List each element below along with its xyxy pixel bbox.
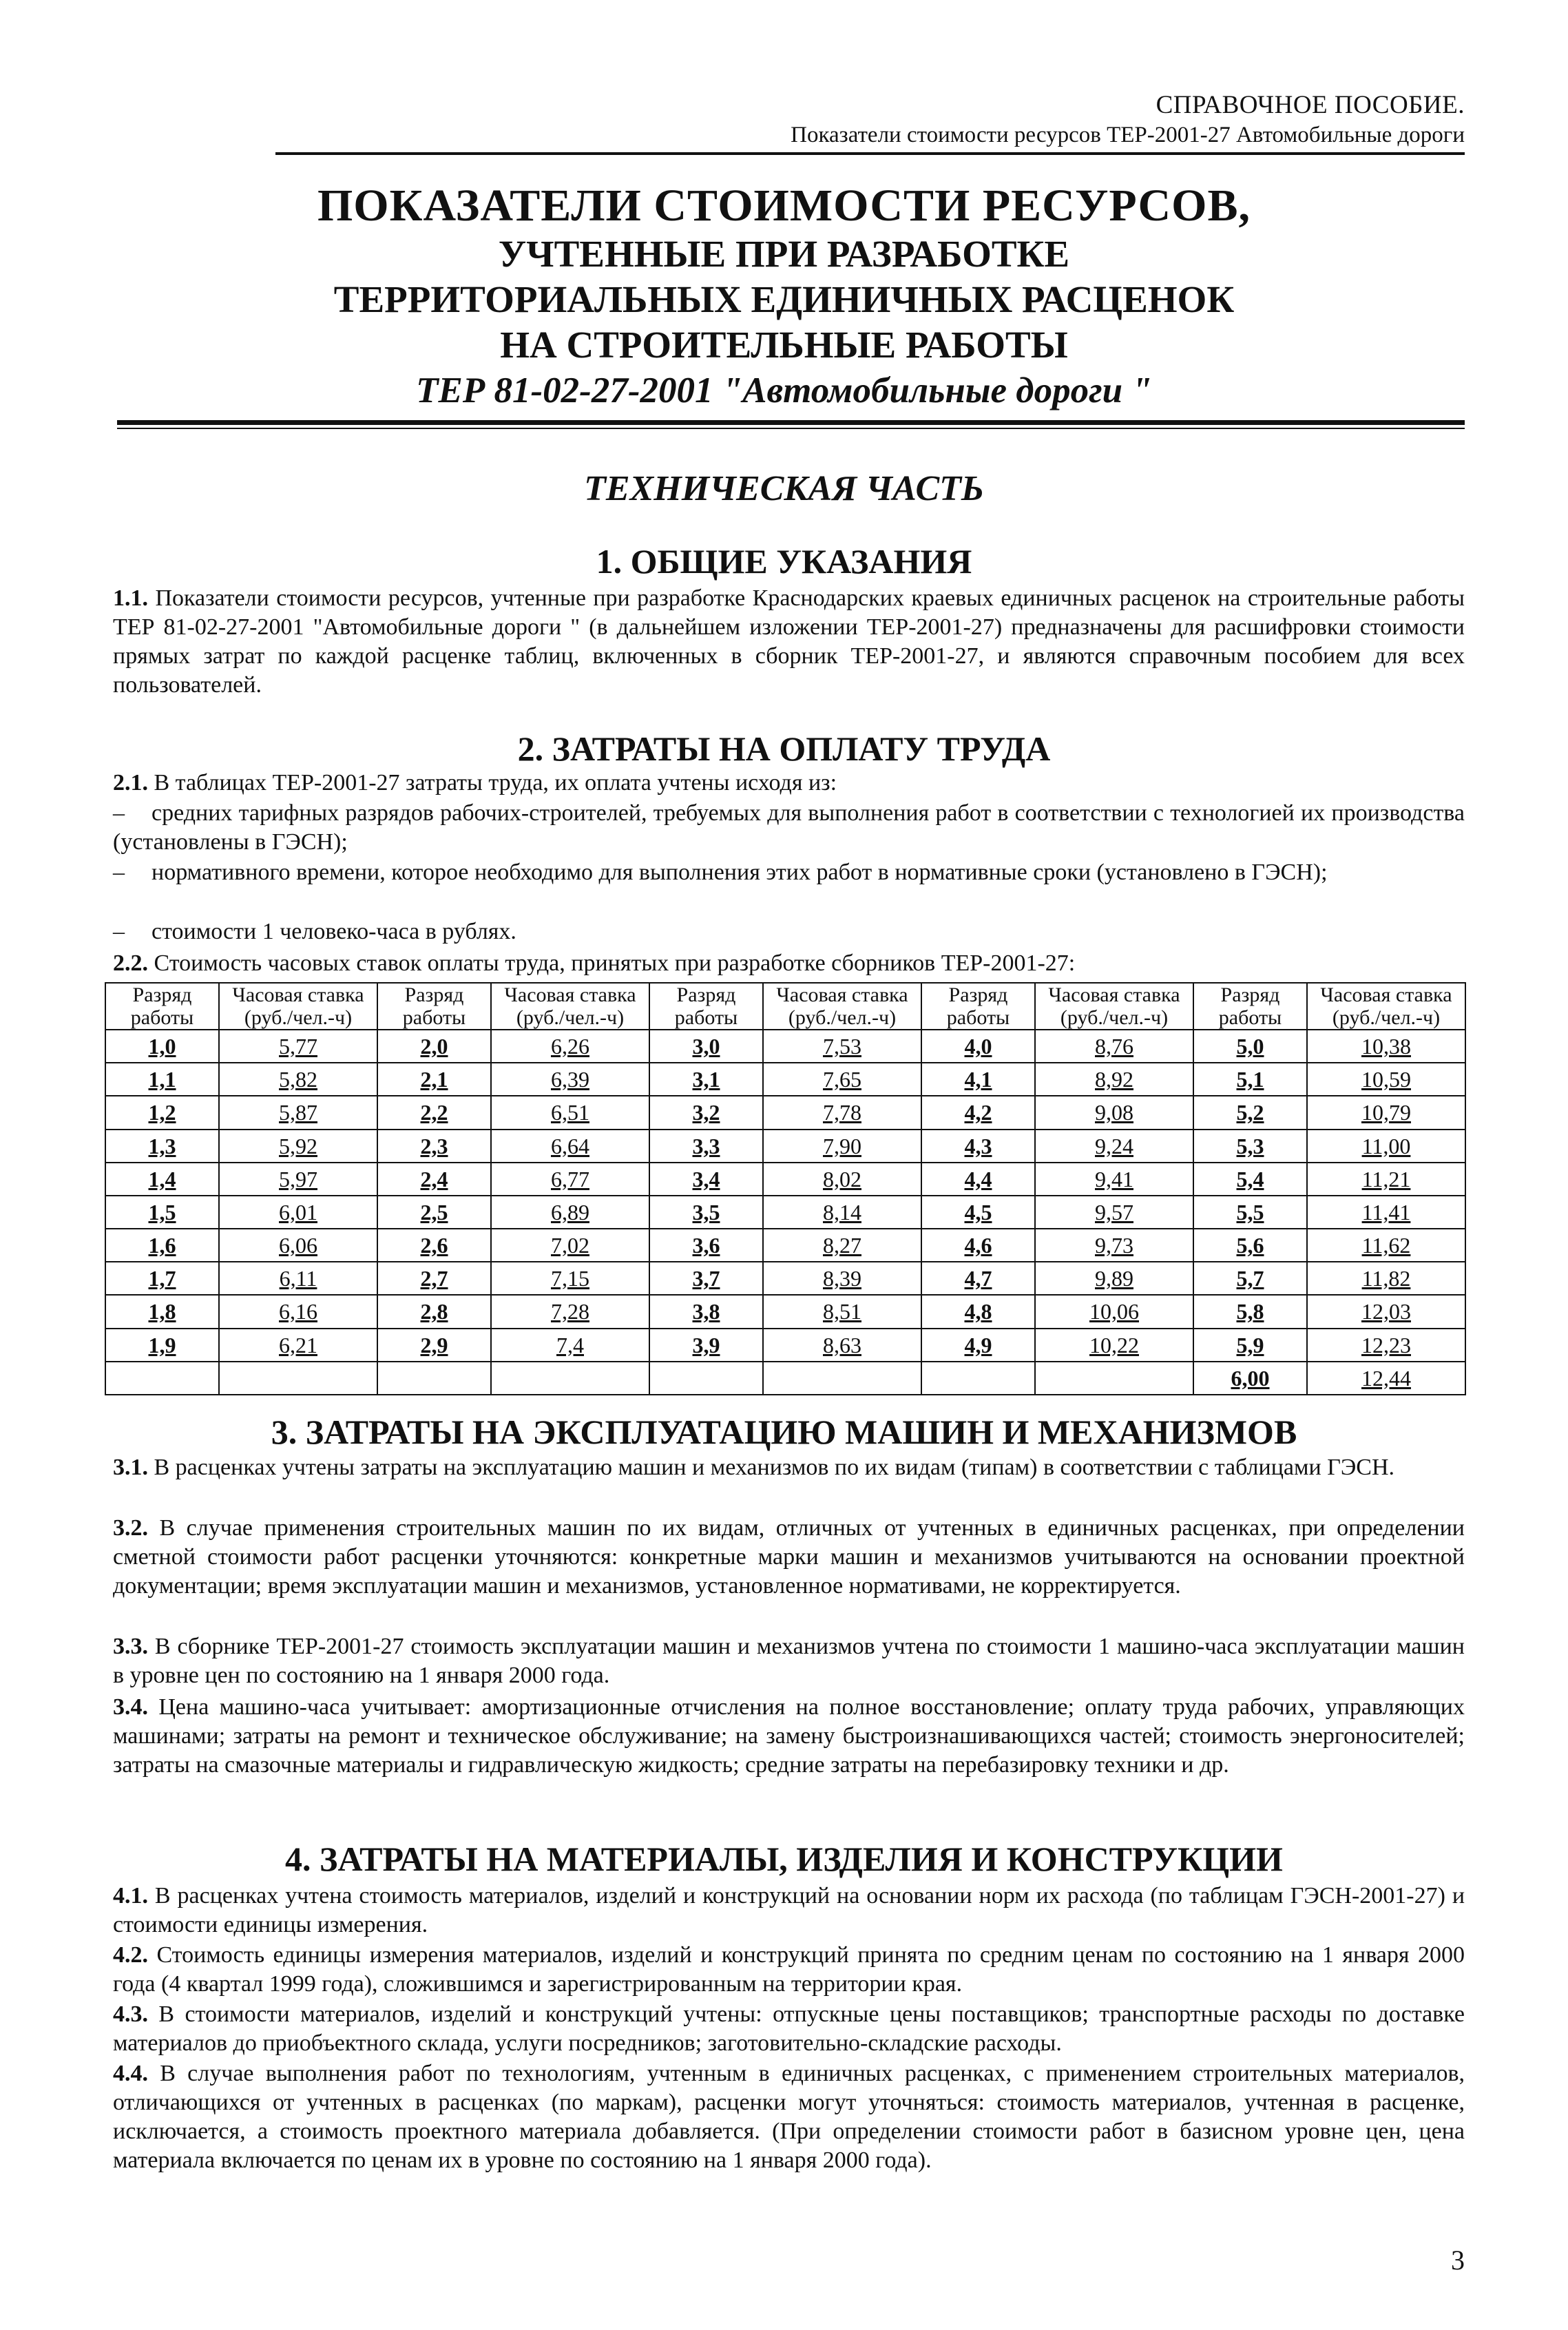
grade-cell: 4,7 [921,1262,1035,1295]
col-header-rate: Часовая ставка (руб./чел.-ч) [1307,983,1465,1030]
grade-cell: 4,5 [921,1196,1035,1229]
grade-cell: 1,9 [105,1329,219,1362]
grade-cell: 5,0 [1193,1030,1307,1063]
grade-cell: 2,0 [377,1030,491,1063]
rate-cell: 10,22 [1035,1329,1193,1362]
rate-cell: 10,38 [1307,1030,1465,1063]
rate-cell: 7,53 [763,1030,921,1063]
grade-cell: 4,0 [921,1030,1035,1063]
grade-cell: 2,2 [377,1096,491,1129]
rate-cell: 7,65 [763,1063,921,1096]
grade-cell: 5,1 [1193,1063,1307,1096]
table-row [105,1295,1465,1328]
grade-cell: 3,8 [649,1295,763,1328]
bullet-2-1-1 [113,799,1465,857]
tech-part-heading: ТЕХНИЧЕСКАЯ ЧАСТЬ [584,469,984,508]
table-row [105,1329,1465,1362]
section-1-heading: 1. ОБЩИЕ УКАЗАНИЯ [596,542,972,581]
rate-cell: 7,90 [763,1130,921,1163]
grade-cell: 1,7 [105,1262,219,1295]
rate-cell: 8,92 [1035,1063,1193,1096]
paragraph-text: В случае применения строительных машин по их видам, отличных от учтенных в единичных расценках, при определении сметной стоимости работ расценки уточняются: конкретные марки машин и механизмов учитываются на основании проектной документации; время эксплуатации машин и механизмов, установленное нормативами, не корректируется. [113,1515,1465,1599]
bullet-text: средних тарифных разрядов рабочих-строителей, требуемых для выполнения работ в соответствии с технологией их производства (установлены в ГЭСН); [113,800,1465,855]
section-3-heading: 3. ЗАТРАТЫ НА ЭКСПЛУАТАЦИЮ МАШИН И МЕХАНИЗМОВ [271,1413,1297,1451]
paragraph-number: 1.1. [113,585,148,611]
grade-cell: 3,4 [649,1163,763,1196]
title-divider-thick [117,420,1465,425]
paragraph-3-3 [113,1632,1465,1690]
col-header-rate: Часовая ставка (руб./чел.-ч) [219,983,377,1030]
paragraph-3-1 [113,1453,1465,1482]
hourly-rates-table [105,982,1466,1395]
rate-cell: 9,73 [1035,1229,1193,1262]
paragraph-text: В таблицах ТЕР-2001-27 затраты труда, их оплата учтены исходя из: [154,770,837,795]
table-row [105,1196,1465,1229]
title-line-2: УЧТЕННЫЕ ПРИ РАЗРАБОТКЕ [498,233,1070,275]
grade-cell: 1,0 [105,1030,219,1063]
paragraph-text: В расценках учтена стоимость материалов, изделий и конструкций на основании норм их расхода (по таблицам ГЭСН-2001-27) и стоимости единицы измерения. [113,1883,1465,1937]
table-row [105,1163,1465,1196]
grade-cell: 2,5 [377,1196,491,1229]
grade-cell: 4,2 [921,1096,1035,1129]
paragraph-1-1 [113,584,1465,700]
rate-cell: 12,23 [1307,1329,1465,1362]
table-body [105,1030,1465,1395]
grade-cell: 2,6 [377,1229,491,1262]
rate-cell: 8,02 [763,1163,921,1196]
paragraph-3-2 [113,1514,1465,1601]
table-header-row [105,983,1465,1030]
grade-cell: 2,3 [377,1130,491,1163]
rate-cell: 6,89 [491,1196,649,1229]
grade-cell: 3,9 [649,1329,763,1362]
rate-cell: 11,62 [1307,1229,1465,1262]
paragraph-number: 4.3. [113,2001,148,2027]
paragraph-text: В расценках учтены затраты на эксплуатацию машин и механизмов по их видам (типам) в соответствии с таблицами ГЭСН. [154,1455,1395,1480]
grade-cell: 5,3 [1193,1130,1307,1163]
table-row [105,1063,1465,1096]
rate-cell: 10,06 [1035,1295,1193,1328]
rate-cell: 5,97 [219,1163,377,1196]
table-row [105,1262,1465,1295]
paragraph-text: В стоимости материалов, изделий и конструкций учтены: отпускные цены поставщиков; транспортные расходы по доставке материалов до приобъектного склада, услуги посредников; заготовительно-складские расходы. [113,2001,1465,2056]
header-line-1: СПРАВОЧНОЕ ПОСОБИЕ. [1156,91,1465,119]
paragraph-4-3 [113,2000,1465,2058]
paragraph-text: В сборнике ТЕР-2001-27 стоимость эксплуатации машин и механизмов учтена по стоимости 1 машино-часа эксплуатации машин в уровне цен по состоянию на 1 января 2000 года. [113,1634,1465,1688]
table-row [105,1362,1465,1395]
page-number: 3 [1451,2245,1465,2276]
document-title [103,180,1465,413]
title-line-3: ТЕРРИТОРИАЛЬНЫХ ЕДИНИЧНЫХ РАСЦЕНОК [333,278,1235,320]
paragraph-text: Стоимость единицы измерения материалов, изделий и конструкций принята по средним ценам по состоянию на 1 января 2000 года (4 квартал 1999 года), сложившимся и зарегистрированным на территории края. [113,1942,1465,1997]
rate-cell [219,1362,377,1395]
paragraph-number: 4.2. [113,1942,148,1968]
rate-cell: 5,77 [219,1030,377,1063]
grade-cell: 3,5 [649,1196,763,1229]
header-line-2: Показатели стоимости ресурсов ТЕР-2001-27 Автомобильные дороги [791,123,1465,147]
rate-cell: 11,00 [1307,1130,1465,1163]
rate-cell: 10,59 [1307,1063,1465,1096]
paragraph-number: 2.1. [113,770,148,795]
paragraph-2-2 [113,949,1465,978]
table-row [105,1096,1465,1129]
paragraph-text: Показатели стоимости ресурсов, учтенные при разработке Краснодарских краевых единичных расценок на строительные работы ТЕР 81-02-27-2001 "Автомобильные дороги " (в дальнейшем изложении ТЕР-2001-27) предназначены для расшифровки стоимости прямых затрат по каждой расценке таблиц, включенных в сборник ТЕР-2001-27, и являются справочным пособием для всех пользователей. [113,585,1465,698]
rate-cell: 8,51 [763,1295,921,1328]
grade-cell: 4,8 [921,1295,1035,1328]
grade-cell: 2,4 [377,1163,491,1196]
rate-cell: 6,21 [219,1329,377,1362]
grade-cell: 5,7 [1193,1262,1307,1295]
rate-cell: 9,89 [1035,1262,1193,1295]
grade-cell: 1,6 [105,1229,219,1262]
paragraph-number: 2.2. [113,950,148,976]
grade-cell: 1,8 [105,1295,219,1328]
rate-cell: 6,39 [491,1063,649,1096]
title-line-5: ТЕР 81-02-27-2001 "Автомобильные дороги " [416,371,1152,410]
rate-cell: 6,26 [491,1030,649,1063]
paragraph-text: Цена машино-часа учитывает: амортизационные отчисления на полное восстановление; оплату труда рабочих, управляющих машинами; затраты на ремонт и техническое обслуживание; на замену быстроизнашивающихся частей; стоимость энергоносителей; затраты на смазочные материалы и гидравлическую жидкость; средние затраты на перебазировку техники и др. [113,1694,1465,1778]
rate-cell: 8,14 [763,1196,921,1229]
col-header-rate: Часовая ставка (руб./чел.-ч) [1035,983,1193,1030]
grade-cell: 4,4 [921,1163,1035,1196]
rate-cell: 10,79 [1307,1096,1465,1129]
rate-cell: 11,21 [1307,1163,1465,1196]
col-header-grade: Разряд работы [377,983,491,1030]
grade-cell: 5,4 [1193,1163,1307,1196]
rate-cell: 8,39 [763,1262,921,1295]
grade-cell: 4,3 [921,1130,1035,1163]
grade-cell: 1,3 [105,1130,219,1163]
grade-cell: 4,1 [921,1063,1035,1096]
paragraph-4-1 [113,1882,1465,1939]
rate-cell: 7,15 [491,1262,649,1295]
rate-cell: 6,64 [491,1130,649,1163]
rate-cell: 7,78 [763,1096,921,1129]
paragraph-number: 3.4. [113,1694,148,1720]
rate-cell: 9,41 [1035,1163,1193,1196]
bullet-2-1-2 [113,858,1465,887]
section-4-heading: 4. ЗАТРАТЫ НА МАТЕРИАЛЫ, ИЗДЕЛИЯ И КОНСТРУКЦИИ [285,1840,1283,1878]
paragraph-4-2 [113,1941,1465,1999]
grade-cell [377,1362,491,1395]
paragraph-text: В случае выполнения работ по технологиям, учтенным в единичных расценках, с применением строительных материалов, отличающихся от учтенных в расценках (по маркам), расценки могут уточняться: стоимость материалов, учтенная в расценке, исключается, а стоимость проектного материала добавляется. (При определении стоимости работ в базисном уровне цен, цена материала включается по ценам их в уровне по состоянию на 1 января 2000 года). [113,2061,1465,2173]
grade-cell [921,1362,1035,1395]
rate-cell: 7,02 [491,1229,649,1262]
rate-cell: 5,82 [219,1063,377,1096]
paragraph-number: 3.1. [113,1455,148,1480]
rate-cell: 8,76 [1035,1030,1193,1063]
rate-cell: 6,01 [219,1196,377,1229]
table-row [105,1030,1465,1063]
grade-cell [105,1362,219,1395]
rate-cell: 6,77 [491,1163,649,1196]
grade-cell: 5,9 [1193,1329,1307,1362]
table-row [105,1229,1465,1262]
grade-cell: 3,2 [649,1096,763,1129]
grade-cell: 3,1 [649,1063,763,1096]
rate-cell: 7,4 [491,1329,649,1362]
col-header-grade: Разряд работы [649,983,763,1030]
bullet-text: стоимости 1 человеко-часа в рублях. [151,919,516,944]
paragraph-text: Стоимость часовых ставок оплаты труда, принятых при разработке сборников ТЕР-2001-27: [154,950,1076,976]
grade-cell: 5,6 [1193,1229,1307,1262]
rate-cell [491,1362,649,1395]
grade-cell: 2,7 [377,1262,491,1295]
grade-cell: 1,2 [105,1096,219,1129]
col-header-grade: Разряд работы [105,983,219,1030]
bullet-dash: – [113,919,125,944]
rate-cell: 8,63 [763,1329,921,1362]
rate-cell: 11,41 [1307,1196,1465,1229]
grade-cell: 3,7 [649,1262,763,1295]
rate-cell: 11,82 [1307,1262,1465,1295]
grade-cell: 2,8 [377,1295,491,1328]
grade-cell: 1,5 [105,1196,219,1229]
title-line-4: НА СТРОИТЕЛЬНЫЕ РАБОТЫ [500,324,1068,366]
grade-cell: 3,6 [649,1229,763,1262]
rate-cell [1035,1362,1193,1395]
running-header [791,90,1465,152]
grade-cell: 5,8 [1193,1295,1307,1328]
rate-cell: 6,51 [491,1096,649,1129]
col-header-grade: Разряд работы [921,983,1035,1030]
rate-cell: 8,27 [763,1229,921,1262]
bullet-2-1-3 [113,917,1465,946]
grade-cell: 6,00 [1193,1362,1307,1395]
table-row [105,1130,1465,1163]
rate-cell: 12,03 [1307,1295,1465,1328]
rate-cell: 6,16 [219,1295,377,1328]
paragraph-2-1 [113,769,1465,798]
grade-cell: 4,6 [921,1229,1035,1262]
rate-cell: 12,44 [1307,1362,1465,1395]
paragraph-3-4 [113,1693,1465,1780]
title-divider-thin [117,428,1465,429]
rate-cell: 9,08 [1035,1096,1193,1129]
grade-cell: 3,0 [649,1030,763,1063]
paragraph-number: 4.1. [113,1883,148,1908]
col-header-rate: Часовая ставка (руб./чел.-ч) [763,983,921,1030]
section-2-heading: 2. ЗАТРАТЫ НА ОПЛАТУ ТРУДА [517,729,1051,768]
grade-cell: 3,3 [649,1130,763,1163]
rate-cell: 9,57 [1035,1196,1193,1229]
header-divider [275,152,1465,155]
rate-cell: 5,87 [219,1096,377,1129]
grade-cell [649,1362,763,1395]
bullet-text: нормативного времени, которое необходимо для выполнения этих работ в нормативные сроки (установлено в ГЭСН); [151,860,1328,885]
grade-cell: 1,4 [105,1163,219,1196]
rate-cell: 9,24 [1035,1130,1193,1163]
rate-cell: 6,11 [219,1262,377,1295]
rate-cell: 5,92 [219,1130,377,1163]
col-header-grade: Разряд работы [1193,983,1307,1030]
paragraph-number: 4.4. [113,2061,148,2086]
rate-cell [763,1362,921,1395]
grade-cell: 5,2 [1193,1096,1307,1129]
grade-cell: 4,9 [921,1329,1035,1362]
bullet-dash: – [113,800,125,826]
paragraph-number: 3.3. [113,1634,148,1659]
paragraph-number: 3.2. [113,1515,148,1541]
rate-cell: 7,28 [491,1295,649,1328]
grade-cell: 1,1 [105,1063,219,1096]
grade-cell: 2,1 [377,1063,491,1096]
paragraph-4-4 [113,2059,1465,2175]
grade-cell: 5,5 [1193,1196,1307,1229]
bullet-dash: – [113,860,125,885]
rate-cell: 6,06 [219,1229,377,1262]
title-line-1: ПОКАЗАТЕЛИ СТОИМОСТИ РЕСУРСОВ, [317,180,1251,231]
grade-cell: 2,9 [377,1329,491,1362]
col-header-rate: Часовая ставка (руб./чел.-ч) [491,983,649,1030]
